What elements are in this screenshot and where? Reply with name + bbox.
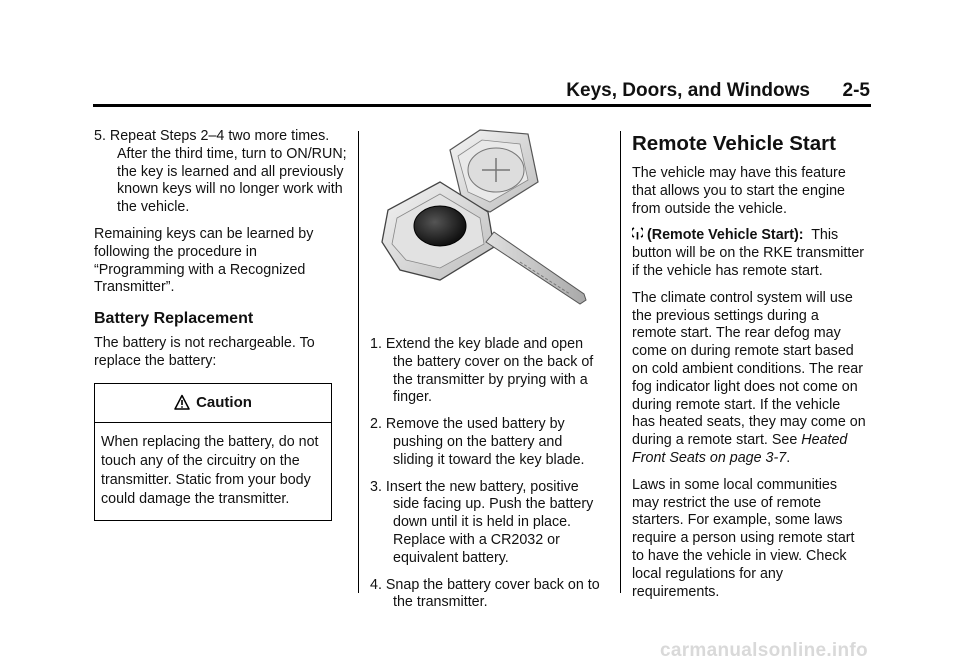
remote-vehicle-start-heading: Remote Vehicle Start xyxy=(632,132,836,155)
column-3 xyxy=(632,132,867,610)
step-2: 2. Remove the used battery by pushing on the battery and sliding it toward the key blade. xyxy=(370,416,585,468)
button-text: This button will be on the RKE transmitter if the vehicle has remote start. xyxy=(632,227,865,279)
warning-icon xyxy=(174,394,190,411)
step-4: 4. Snap the battery cover back on to the transmitter. xyxy=(370,576,600,611)
column-divider-1 xyxy=(358,131,359,593)
step-1: 1. Extend the key blade and open the battery cover on the back of the transmitter by prying with a finger. xyxy=(370,336,594,406)
paragraph: The battery is not rechargeable. To replace the battery: xyxy=(94,335,315,369)
paragraph: The vehicle may have this feature that allows you to start the engine from outside the vehicle. xyxy=(632,165,846,217)
caution-box xyxy=(94,383,332,521)
caution-header xyxy=(95,384,331,423)
paragraph-text: The climate control system will use the previous settings during a remote start. The rear defog may come on during remote start based on cold ambient conditions. The rear fog indicator light does not come on during remote start. If the vehicle has heated seats, they may come on during a remote start. See xyxy=(632,289,866,449)
section-title: Keys, Doors, and Windows xyxy=(566,80,810,101)
remote-start-button-description xyxy=(632,227,867,280)
page-number: 2-5 xyxy=(842,80,870,101)
button-label: (Remote Vehicle Start): xyxy=(646,227,804,244)
key-fob-battery-illustration xyxy=(370,122,605,322)
caution-title: Caution xyxy=(196,393,252,411)
paragraph: Remaining keys can be learned by following the procedure in “Programming with a Recognized Transmitter”. xyxy=(94,225,314,296)
cross-reference-link[interactable]: Heated Front Seats on page 3-7 xyxy=(632,432,848,466)
remote-start-icon xyxy=(632,227,643,240)
step-5: 5. Repeat Steps 2–4 two more times. After the third time, turn to ON/RUN; the key is learned and all previously known keys will no longer work with the vehicle. xyxy=(94,128,347,216)
caution-body: When replacing the battery, do not touch any of the circuitry on the transmitter. Static from your body could damage the transmitter. xyxy=(101,433,319,508)
key-fob-illustration xyxy=(370,122,605,322)
column-divider-2 xyxy=(620,131,621,593)
paragraph xyxy=(632,290,867,468)
column-1 xyxy=(94,128,349,521)
paragraph: Laws in some local communities may restrict the use of remote starters. For example, some laws require a person using remote start to have the vehicle in view. Check local regulations for any requirements. xyxy=(632,476,855,600)
watermark: carmanualsonline.info xyxy=(660,640,868,661)
step-3: 3. Insert the new battery, positive side facing up. Push the battery down until it is held in place. Replace with a CR2032 or equivalent battery. xyxy=(370,478,594,566)
battery-replacement-heading: Battery Replacement xyxy=(94,310,254,328)
header-rule xyxy=(93,104,871,107)
column-2 xyxy=(370,122,605,621)
paragraph-end: . xyxy=(786,449,791,466)
